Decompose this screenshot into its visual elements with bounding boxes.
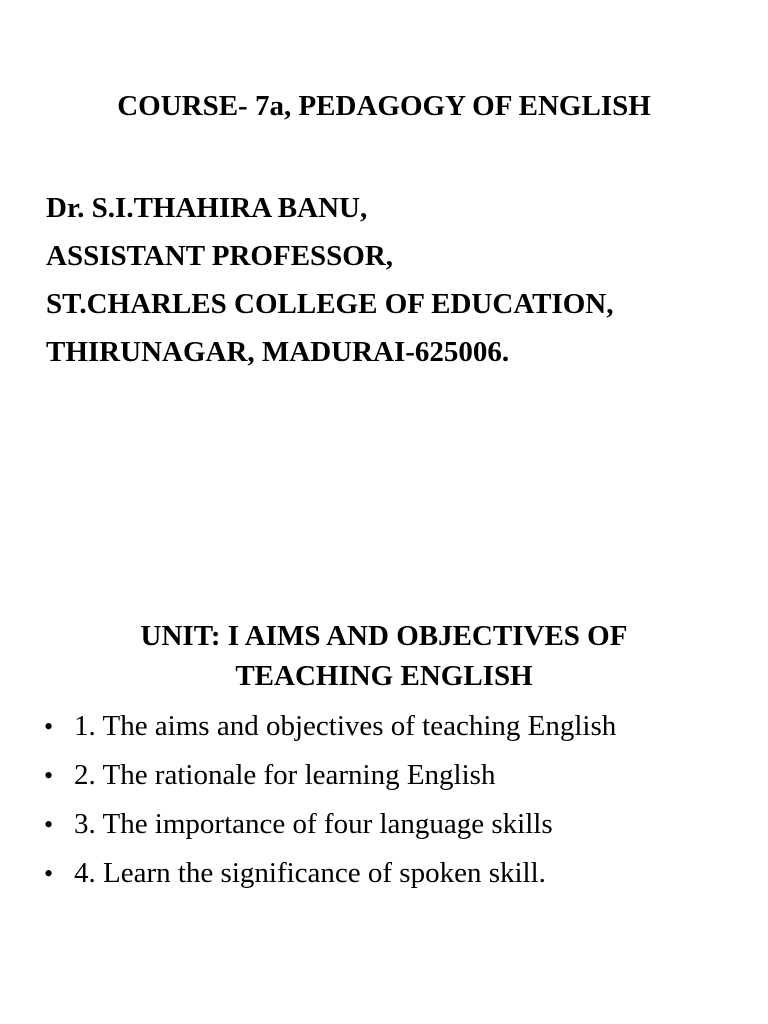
unit-title [40, 616, 728, 696]
bullet-icon: • [44, 712, 54, 741]
bullet-icon: • [44, 810, 54, 839]
list-item [44, 849, 759, 898]
author-address: THIRUNAGAR, MADURAI-625006. [46, 336, 510, 368]
author-institution: ST.CHARLES COLLEGE OF EDUCATION, [46, 288, 614, 320]
list-item-text: 1. The aims and objectives of teaching English [74, 710, 617, 742]
list-item-text: 3. The importance of four language skills [74, 808, 553, 840]
list-item-text: 4. Learn the significance of spoken skill. [74, 857, 546, 889]
unit-slide [0, 512, 768, 1024]
list-item-text: 2. The rationale for learning English [74, 759, 496, 791]
list-item [44, 751, 759, 800]
author-details [46, 184, 756, 376]
author-designation: ASSISTANT PROFESSOR, [46, 240, 394, 272]
course-title: COURSE- 7a, PEDAGOGY OF ENGLISH [117, 90, 651, 122]
unit-title-line-2: TEACHING ENGLISH [235, 660, 533, 692]
unit-title-line-1: UNIT: I AIMS AND OBJECTIVES OF [140, 620, 628, 652]
bullet-icon: • [44, 859, 54, 888]
unit-topic-list [44, 702, 759, 898]
list-item [44, 702, 759, 751]
author-name: Dr. S.I.THAHIRA BANU, [46, 192, 368, 224]
bullet-icon: • [44, 761, 54, 790]
list-item [44, 800, 759, 849]
